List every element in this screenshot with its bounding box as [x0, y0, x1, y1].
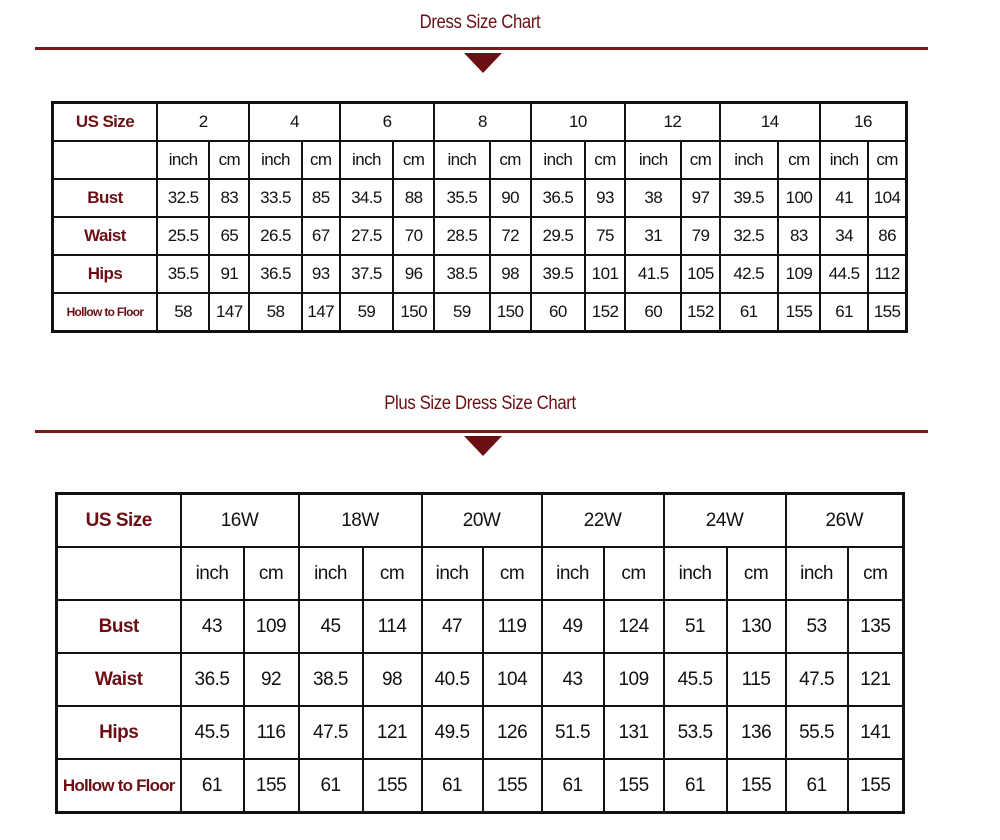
size-header-cell: 10 — [531, 103, 625, 142]
measurement-value: 61 — [720, 293, 778, 332]
measurement-row — [53, 217, 907, 255]
measurement-value: 155 — [848, 759, 904, 813]
measurement-value: 61 — [820, 293, 868, 332]
unit-cm-cell: cm — [585, 141, 625, 179]
unit-inch-cell: inch — [820, 141, 868, 179]
measurement-value: 96 — [393, 255, 434, 293]
measurement-value: 155 — [244, 759, 299, 813]
divider-arrow-icon — [464, 436, 502, 456]
measurement-row — [57, 759, 904, 813]
unit-header-row — [53, 141, 907, 179]
size-header-cell: 26W — [786, 494, 904, 548]
measurement-value: 150 — [490, 293, 531, 332]
measurement-value: 155 — [363, 759, 422, 813]
measurement-value: 59 — [340, 293, 393, 332]
measurement-label: Waist — [57, 653, 181, 706]
measurement-value: 61 — [181, 759, 244, 813]
measurement-value: 72 — [490, 217, 531, 255]
measurement-value: 126 — [483, 706, 542, 759]
measurement-value: 83 — [778, 217, 820, 255]
measurement-value: 147 — [302, 293, 340, 332]
measurement-value: 32.5 — [720, 217, 778, 255]
measurement-value: 38.5 — [434, 255, 489, 293]
measurement-value: 155 — [483, 759, 542, 813]
measurement-value: 93 — [585, 179, 625, 217]
measurement-value: 61 — [542, 759, 604, 813]
us-size-label: US Size — [57, 494, 181, 548]
dress-size-table — [51, 101, 908, 333]
measurement-value: 29.5 — [531, 217, 585, 255]
measurement-value: 37.5 — [340, 255, 393, 293]
measurement-value: 155 — [868, 293, 906, 332]
unit-cm-cell: cm — [681, 141, 719, 179]
measurement-value: 49.5 — [422, 706, 483, 759]
unit-cm-cell: cm — [490, 141, 531, 179]
measurement-value: 100 — [778, 179, 820, 217]
measurement-value: 93 — [302, 255, 340, 293]
measurement-value: 31 — [625, 217, 681, 255]
measurement-value: 51 — [664, 600, 727, 653]
measurement-value: 27.5 — [340, 217, 393, 255]
measurement-value: 116 — [244, 706, 299, 759]
measurement-value: 35.5 — [157, 255, 209, 293]
size-header-cell: 2 — [157, 103, 249, 142]
measurement-value: 53 — [786, 600, 848, 653]
measurement-value: 45.5 — [664, 653, 727, 706]
measurement-value: 109 — [244, 600, 299, 653]
unit-cm-cell: cm — [604, 547, 664, 600]
measurement-value: 39.5 — [531, 255, 585, 293]
unit-cm-cell: cm — [848, 547, 904, 600]
measurement-value: 34.5 — [340, 179, 393, 217]
unit-inch-cell: inch — [181, 547, 244, 600]
measurement-value: 70 — [393, 217, 434, 255]
measurement-value: 49 — [542, 600, 604, 653]
size-header-cell: 6 — [340, 103, 434, 142]
unit-cm-cell: cm — [483, 547, 542, 600]
measurement-value: 53.5 — [664, 706, 727, 759]
measurement-value: 152 — [585, 293, 625, 332]
unit-inch-cell: inch — [664, 547, 727, 600]
unit-inch-cell: inch — [531, 141, 585, 179]
measurement-value: 36.5 — [249, 255, 301, 293]
unit-cm-cell: cm — [868, 141, 906, 179]
size-header-cell: 12 — [625, 103, 719, 142]
size-header-row — [57, 494, 904, 548]
measurement-value: 121 — [848, 653, 904, 706]
measurement-value: 61 — [786, 759, 848, 813]
measurement-value: 61 — [422, 759, 483, 813]
measurement-value: 47.5 — [299, 706, 363, 759]
measurement-value: 147 — [209, 293, 249, 332]
unit-inch-cell: inch — [157, 141, 209, 179]
size-header-row — [53, 103, 907, 142]
measurement-row — [53, 255, 907, 293]
unit-inch-cell: inch — [720, 141, 778, 179]
measurement-value: 83 — [209, 179, 249, 217]
unit-inch-cell: inch — [249, 141, 301, 179]
measurement-value: 33.5 — [249, 179, 301, 217]
measurement-value: 86 — [868, 217, 906, 255]
us-size-label: US Size — [53, 103, 157, 142]
title-divider — [35, 47, 928, 50]
measurement-value: 44.5 — [820, 255, 868, 293]
size-header-cell: 22W — [542, 494, 664, 548]
measurement-value: 36.5 — [531, 179, 585, 217]
measurement-value: 67 — [302, 217, 340, 255]
unit-inch-cell: inch — [434, 141, 489, 179]
unit-inch-cell: inch — [542, 547, 604, 600]
measurement-value: 152 — [681, 293, 719, 332]
measurement-value: 109 — [778, 255, 820, 293]
empty-corner-cell — [57, 547, 181, 600]
dress-size-chart-title: Dress Size Chart — [419, 12, 541, 33]
measurement-value: 112 — [868, 255, 906, 293]
divider-arrow-icon — [464, 53, 502, 73]
size-header-cell: 24W — [664, 494, 786, 548]
measurement-value: 51.5 — [542, 706, 604, 759]
measurement-value: 155 — [604, 759, 664, 813]
measurement-row — [57, 706, 904, 759]
measurement-value: 60 — [625, 293, 681, 332]
measurement-value: 61 — [664, 759, 727, 813]
unit-cm-cell: cm — [393, 141, 434, 179]
unit-inch-cell: inch — [422, 547, 483, 600]
measurement-value: 91 — [209, 255, 249, 293]
unit-inch-cell: inch — [299, 547, 363, 600]
measurement-value: 60 — [531, 293, 585, 332]
measurement-value: 43 — [181, 600, 244, 653]
measurement-value: 41.5 — [625, 255, 681, 293]
measurement-value: 59 — [434, 293, 489, 332]
size-header-cell: 18W — [299, 494, 422, 548]
measurement-label: Hips — [57, 706, 181, 759]
measurement-value: 43 — [542, 653, 604, 706]
size-header-cell: 4 — [249, 103, 339, 142]
measurement-value: 109 — [604, 653, 664, 706]
measurement-value: 104 — [868, 179, 906, 217]
unit-inch-cell: inch — [786, 547, 848, 600]
plus-size-chart-title: Plus Size Dress Size Chart — [384, 393, 576, 414]
measurement-value: 135 — [848, 600, 904, 653]
measurement-value: 34 — [820, 217, 868, 255]
measurement-label: Waist — [53, 217, 157, 255]
measurement-value: 41 — [820, 179, 868, 217]
measurement-value: 131 — [604, 706, 664, 759]
measurement-value: 98 — [363, 653, 422, 706]
measurement-value: 39.5 — [720, 179, 778, 217]
measurement-value: 47 — [422, 600, 483, 653]
unit-inch-cell: inch — [625, 141, 681, 179]
measurement-value: 35.5 — [434, 179, 489, 217]
unit-cm-cell: cm — [209, 141, 249, 179]
measurement-value: 38 — [625, 179, 681, 217]
measurement-value: 26.5 — [249, 217, 301, 255]
measurement-value: 124 — [604, 600, 664, 653]
measurement-value: 45 — [299, 600, 363, 653]
measurement-value: 45.5 — [181, 706, 244, 759]
unit-cm-cell: cm — [778, 141, 820, 179]
measurement-value: 98 — [490, 255, 531, 293]
unit-cm-cell: cm — [244, 547, 299, 600]
size-header-cell: 8 — [434, 103, 530, 142]
measurement-value: 105 — [681, 255, 719, 293]
measurement-value: 119 — [483, 600, 542, 653]
measurement-label: Bust — [57, 600, 181, 653]
measurement-row — [53, 179, 907, 217]
size-header-cell: 16W — [181, 494, 299, 548]
measurement-value: 97 — [681, 179, 719, 217]
measurement-label: Hollow to Floor — [57, 759, 181, 813]
measurement-value: 58 — [157, 293, 209, 332]
unit-cm-cell: cm — [363, 547, 422, 600]
size-header-cell: 14 — [720, 103, 820, 142]
measurement-value: 36.5 — [181, 653, 244, 706]
measurement-row — [57, 653, 904, 706]
title-divider — [35, 430, 928, 433]
measurement-value: 61 — [299, 759, 363, 813]
measurement-value: 150 — [393, 293, 434, 332]
measurement-value: 141 — [848, 706, 904, 759]
measurement-value: 42.5 — [720, 255, 778, 293]
measurement-value: 75 — [585, 217, 625, 255]
size-header-cell: 20W — [422, 494, 542, 548]
measurement-value: 38.5 — [299, 653, 363, 706]
measurement-value: 115 — [727, 653, 786, 706]
size-header-cell: 16 — [820, 103, 907, 142]
empty-corner-cell — [53, 141, 157, 179]
measurement-value: 28.5 — [434, 217, 489, 255]
measurement-value: 121 — [363, 706, 422, 759]
measurement-value: 88 — [393, 179, 434, 217]
measurement-value: 58 — [249, 293, 301, 332]
measurement-value: 136 — [727, 706, 786, 759]
measurement-value: 40.5 — [422, 653, 483, 706]
measurement-value: 25.5 — [157, 217, 209, 255]
measurement-value: 55.5 — [786, 706, 848, 759]
unit-cm-cell: cm — [727, 547, 786, 600]
measurement-value: 104 — [483, 653, 542, 706]
measurement-value: 101 — [585, 255, 625, 293]
measurement-value: 130 — [727, 600, 786, 653]
measurement-value: 47.5 — [786, 653, 848, 706]
measurement-label: Bust — [53, 179, 157, 217]
plus-size-table — [55, 492, 905, 814]
measurement-value: 114 — [363, 600, 422, 653]
measurement-row — [57, 600, 904, 653]
measurement-row — [53, 293, 907, 332]
measurement-label: Hips — [53, 255, 157, 293]
measurement-value: 155 — [727, 759, 786, 813]
measurement-value: 85 — [302, 179, 340, 217]
measurement-value: 155 — [778, 293, 820, 332]
measurement-value: 79 — [681, 217, 719, 255]
measurement-value: 92 — [244, 653, 299, 706]
measurement-value: 32.5 — [157, 179, 209, 217]
unit-inch-cell: inch — [340, 141, 393, 179]
unit-cm-cell: cm — [302, 141, 340, 179]
measurement-value: 65 — [209, 217, 249, 255]
measurement-value: 90 — [490, 179, 531, 217]
measurement-label: Hollow to Floor — [53, 293, 157, 332]
unit-header-row — [57, 547, 904, 600]
